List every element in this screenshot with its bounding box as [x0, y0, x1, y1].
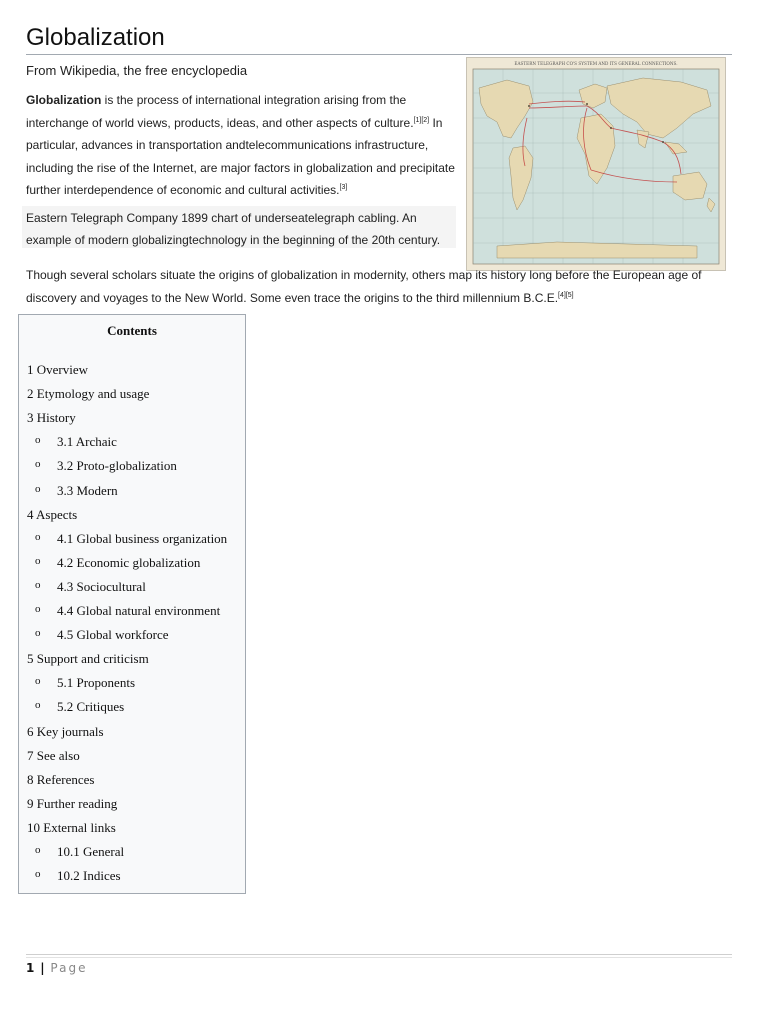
toc-bullet: o [35, 458, 41, 471]
toc-item[interactable] [27, 820, 116, 836]
toc-item[interactable] [27, 651, 149, 667]
toc-item-label: 4.5 Global workforce [57, 627, 169, 643]
toc-item[interactable] [27, 724, 104, 740]
toc-item-label: 4.1 Global business organization [57, 530, 228, 546]
toc-item-label: 3.3 Modern [57, 482, 118, 498]
toc-item-label: 4.2 Economic globalization [57, 554, 201, 570]
toc-bullet: o [35, 868, 41, 881]
citation-3[interactable]: [3] [339, 184, 348, 191]
toc-item[interactable] [27, 748, 80, 764]
toc-item-label: 1 Overview [27, 362, 89, 377]
citation-4-5[interactable]: [4][5] [558, 291, 574, 299]
toc-item-label: 5.1 Proponents [57, 675, 135, 691]
footer-divider [26, 954, 732, 955]
lead-term: Globalization [26, 93, 102, 107]
toc-item-label: 3 History [27, 410, 76, 426]
toc-item-label: 4 Aspects [27, 506, 78, 522]
toc-item[interactable] [27, 386, 149, 402]
toc-bullet: o [35, 844, 41, 856]
page-label: Page [50, 961, 88, 975]
toc-bullet: o [35, 603, 41, 615]
toc-item-label: 5.2 Critiques [57, 699, 125, 715]
toc-bullet: o [35, 530, 41, 543]
title-divider [26, 54, 732, 55]
table-of-contents [18, 314, 246, 894]
page-footer [26, 961, 87, 975]
toc-item-label: 10 External links [27, 819, 116, 835]
image-caption: Eastern Telegraph Company 1899 chart of underseatelegraph cabling. An example of modern globalizingtechnology in the beginning of the 20th century. [22, 206, 456, 248]
footer-divider-secondary [26, 957, 732, 958]
toc-bullet: o [35, 699, 41, 712]
toc-item-label: 9 Further reading [27, 795, 118, 811]
toc-item[interactable] [27, 507, 77, 523]
toc-item-label: 3.2 Proto-globalization [57, 458, 177, 474]
lead-text-1: is the process of international integration arising from the interchange of world views, products, ideas, and other aspects of culture. [26, 93, 414, 130]
toc-bullet: o [35, 627, 41, 640]
page-subtitle: From Wikipedia, the free encyclopedia [26, 63, 248, 78]
toc-bullet: o [35, 554, 41, 567]
toc-item-label: 6 Key journals [27, 723, 104, 739]
page-number: 1 [26, 961, 35, 975]
telegraph-map-image[interactable] [466, 57, 726, 271]
toc-bullet: o [35, 675, 41, 688]
toc-bullet: o [35, 578, 41, 591]
toc-item-label: 4.4 Global natural environment [57, 603, 221, 618]
toc-item-label: 5 Support and criticism [27, 651, 149, 667]
toc-item-label: 10.2 Indices [57, 868, 121, 884]
toc-item-label: 3.1 Archaic [57, 434, 117, 450]
toc-item-label: 8 References [27, 771, 95, 787]
world-map-illustration [467, 58, 725, 270]
toc-item-label: 7 See also [27, 747, 80, 763]
toc-item[interactable] [27, 410, 76, 426]
toc-item-label: 4.3 Sociocultural [57, 578, 146, 594]
toc-title: Contents [107, 323, 157, 338]
history-paragraph [26, 264, 726, 309]
toc-item[interactable] [27, 772, 95, 788]
toc-item[interactable] [27, 796, 117, 812]
toc-bullet: o [35, 434, 41, 447]
map-title: EASTERN TELEGRAPH CO'S SYSTEM AND ITS GENERAL CONNECTIONS. [514, 61, 678, 66]
toc-item-label: 2 Etymology and usage [27, 386, 150, 402]
lead-text-2: In particular, advances in transportation andtelecommunications infrastructure, including the rise of the Internet, are major factors in globalization and precipitate further interdependence of economic and cultural activities. [26, 115, 455, 197]
page-title: Globalization [26, 24, 165, 51]
toc-bullet: o [35, 482, 41, 495]
citation-1-2[interactable]: [1][2] [413, 116, 430, 124]
toc-item-label: 10.1 General [57, 844, 125, 859]
lead-paragraph [26, 89, 458, 202]
history-text: Though several scholars situate the origins of globalization in modernity, others map its history long before the European age of discovery and voyages to the New World. Some even trace the origins to the third millennium B.C.E. [26, 268, 702, 305]
footer-separator: | [40, 961, 45, 975]
toc-item[interactable] [27, 362, 88, 378]
